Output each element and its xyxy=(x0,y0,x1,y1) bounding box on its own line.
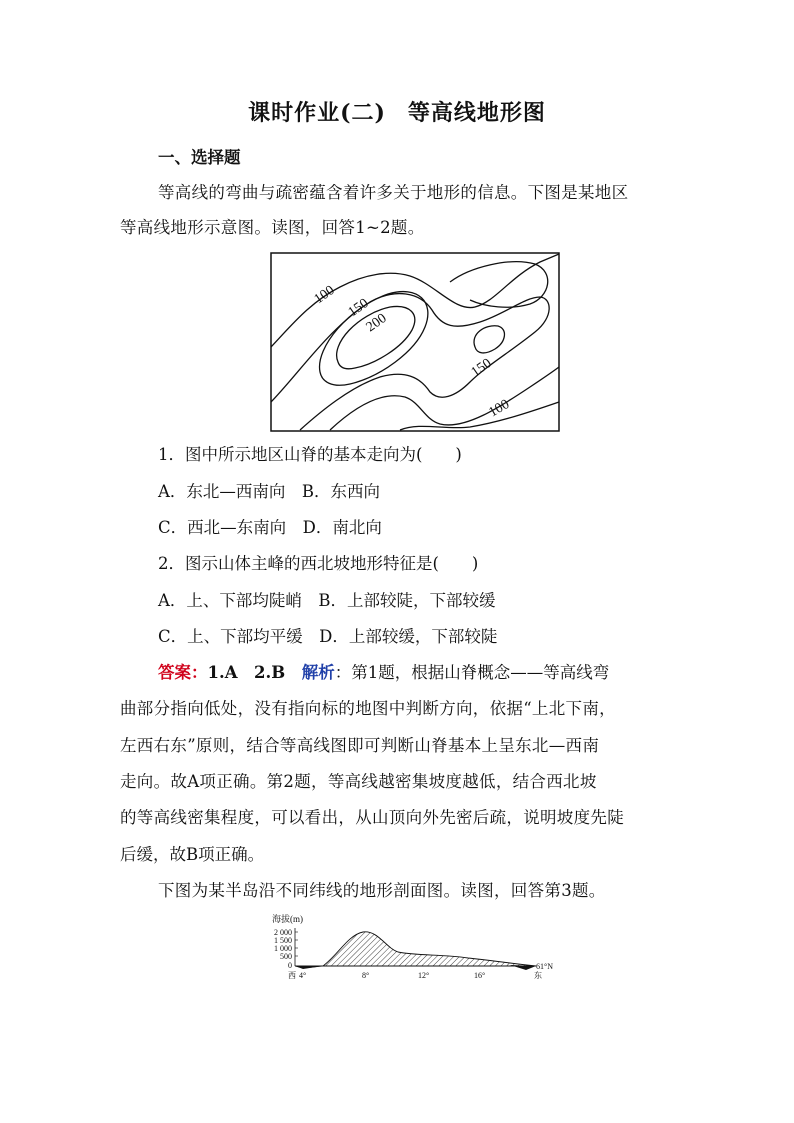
contour-label-100-top: 100 xyxy=(311,282,338,308)
contour-map xyxy=(270,252,560,432)
x-tick-8: 8° xyxy=(362,971,370,980)
analysis-text-1: ：第1题，根据山脊概念——等高线弯 xyxy=(334,663,610,682)
analysis-text-4: 走向。故A项正确。第2题，等高线越密集坡度越低，结合西北坡 xyxy=(120,772,597,791)
contour-label-150-top: 150 xyxy=(345,295,372,321)
map-frame xyxy=(271,253,559,431)
section-heading: 一、选择题 xyxy=(158,148,241,167)
analysis-text-3: 左西右东”原则，结合等高线图即可判断山脊基本上呈东北—西南 xyxy=(120,736,600,755)
x-tick-4: 4° xyxy=(299,971,307,980)
analysis-text-5: 的等高线密集程度，可以看出，从山顶向外先密后疏，说明坡度先陡 xyxy=(120,808,624,827)
question-2: 2．图示山体主峰的西北坡地形特征是( ) xyxy=(158,554,479,573)
y-tick-1000: 1 000 xyxy=(274,944,292,953)
title-main: 课时作业(二) xyxy=(248,100,386,126)
profile-land xyxy=(295,932,536,968)
y-tick-0: 0 xyxy=(288,961,292,970)
y-tick-500: 500 xyxy=(280,952,292,961)
intro-line-3: 下图为某半岛沿不同纬线的地形剖面图。读图，回答第3题。 xyxy=(158,881,606,900)
analysis-text-6: 后缓，故B项正确。 xyxy=(120,845,265,864)
question-1: 1．图中所示地区山脊的基本走向为( ) xyxy=(158,445,462,464)
intro-line-1: 等高线的弯曲与疏密蕴含着许多关于地形的信息。下图是某地区 xyxy=(158,183,629,202)
question-1-options-ab: A．东北—西南向 B．东西向 xyxy=(158,482,381,501)
terrain-profile xyxy=(268,910,568,986)
question-2-options-cd: C．上、下部均平缓 D．上部较缓，下部较陡 xyxy=(158,627,498,646)
answer-values: 1.A 2.B xyxy=(207,663,302,682)
x-tick-12: 12° xyxy=(418,971,430,980)
x-tick-16: 16° xyxy=(474,971,486,980)
question-2-options-ab: A．上、下部均陡峭 B．上部较陡，下部较缓 xyxy=(158,591,496,610)
west-label: 西 xyxy=(288,971,296,980)
analysis-text-2: 曲部分指向低处，没有指向标的地图中判断方向，依据“上北下南， xyxy=(120,699,616,718)
analysis-label: 解析 xyxy=(301,663,335,682)
profile-sea-west xyxy=(295,966,323,969)
y-tick-1500: 1 500 xyxy=(274,936,292,945)
page-title xyxy=(0,96,794,127)
contour-label-100-bottom: 100 xyxy=(486,396,513,421)
latitude-label: 61°N xyxy=(536,962,553,971)
answer-label: 答案： xyxy=(158,663,208,682)
east-label: 东 xyxy=(534,971,542,980)
contour-label-150-bottom: 150 xyxy=(468,355,495,381)
y-tick-2000: 2 000 xyxy=(274,928,292,937)
intro-line-2: 等高线地形示意图。读图，回答1~2题。 xyxy=(120,218,425,237)
y-axis-label: 海拔(m) xyxy=(272,914,303,924)
question-1-options-cd: C．西北—东南向 D．南北向 xyxy=(158,518,382,537)
answer-line xyxy=(158,661,609,685)
title-sub: 等高线地形图 xyxy=(407,100,546,126)
contour-label-200: 200 xyxy=(363,310,390,336)
